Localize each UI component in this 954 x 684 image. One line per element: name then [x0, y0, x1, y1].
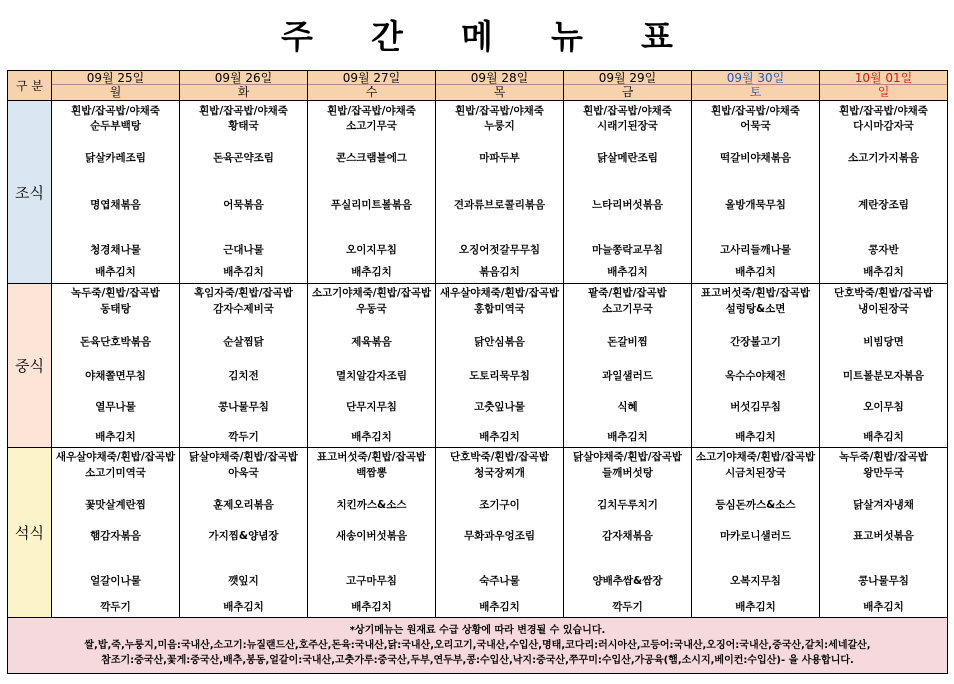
footer-row — [8, 618, 948, 674]
menu-item: 푸실리미트볼볶음 — [330, 199, 413, 211]
menu-cell — [308, 101, 436, 284]
menu-item: 새우살야채죽/흰밥/잡곡밥 — [439, 287, 560, 299]
menu-item: 표고버섯죽/흰밥/잡곡밥 — [316, 451, 427, 463]
menu-item: 떡갈비야채볶음 — [719, 152, 791, 164]
menu-item: 열무나물 — [95, 401, 136, 413]
menu-item: 명엽채볶음 — [90, 199, 141, 211]
menu-item: 우동국 — [356, 303, 387, 315]
day-name: 수 — [365, 85, 378, 99]
menu-item: 닭살메란조림 — [597, 152, 658, 164]
notice-line: 참조기:중국산,꽃게:중국산,배추,봉동,얼갈이:국내산,고춧가루:중국산,두부,연두부,콩:수입산,낙지:중국산,쭈꾸미:수입산,가공육(햄,소시지,베이컨:수입산)- 을 사용합니다. — [101, 655, 854, 666]
menu-item: 콩나물무침 — [218, 401, 269, 413]
menu-item: 버섯김무침 — [730, 401, 781, 413]
menu-item: 가지찜&양념장 — [208, 530, 279, 542]
menu-item: 오징어젓갈무무침 — [458, 244, 541, 256]
menu-item: 흰밥/잡곡밥/야채죽 — [199, 105, 288, 117]
menu-item: 배추김치 — [863, 601, 904, 613]
menu-item: 흰밥/잡곡밥/야채죽 — [455, 105, 544, 117]
menu-item: 배추김치 — [223, 601, 264, 613]
day-name: 금 — [621, 85, 634, 99]
menu-item: 어묵볶음 — [223, 199, 264, 211]
menu-item: 옥수수야채전 — [725, 370, 786, 382]
origin-notice — [8, 618, 948, 674]
title-char: 메 — [461, 16, 493, 56]
menu-item: 소고기무국 — [602, 303, 653, 315]
menu-item: 새우살야채죽/흰밥/잡곡밥 — [55, 451, 176, 463]
menu-item: 돈갈비찜 — [607, 336, 648, 348]
menu-item: 소고기미역국 — [85, 467, 146, 479]
menu-item: 깍두기 — [228, 431, 259, 443]
meal-row — [8, 448, 948, 618]
menu-item: 배추김치 — [479, 601, 520, 613]
menu-cell — [820, 101, 948, 284]
day-date: 09월 28일 — [436, 71, 563, 85]
title-char: 주 — [281, 16, 313, 56]
menu-item: 배추김치 — [607, 431, 648, 443]
menu-cell — [436, 101, 564, 284]
day-name: 월 — [109, 85, 122, 99]
meal-label: 중식 — [8, 284, 52, 448]
menu-item: 배추김치 — [735, 601, 776, 613]
menu-cell — [180, 101, 308, 284]
menu-item: 닭안심볶음 — [474, 336, 525, 348]
menu-item: 소고기가지볶음 — [847, 152, 919, 164]
menu-item: 청국장찌개 — [474, 467, 525, 479]
menu-item: 배추김치 — [863, 266, 904, 278]
menu-item: 근대나물 — [223, 244, 264, 256]
day-name: 일 — [877, 85, 890, 99]
menu-item: 새송이버섯볶음 — [335, 530, 407, 542]
menu-cell — [564, 101, 692, 284]
day-header — [52, 71, 180, 101]
day-header — [180, 71, 308, 101]
menu-cell — [692, 284, 820, 448]
menu-item: 마카로니샐러드 — [719, 530, 791, 542]
menu-item: 배추김치 — [351, 601, 392, 613]
day-name: 토 — [749, 85, 762, 99]
menu-item: 깻잎지 — [228, 575, 259, 587]
menu-item: 미트볼분모자볶음 — [842, 370, 925, 382]
menu-item: 감자수제비국 — [213, 303, 274, 315]
title-char: 뉴 — [551, 16, 583, 56]
menu-item: 양배추쌈&쌈장 — [592, 575, 663, 587]
menu-item: 청경채나물 — [90, 244, 141, 256]
menu-item: 멸치알감자조림 — [335, 370, 407, 382]
day-date: 09월 30일 — [692, 71, 819, 85]
menu-item: 고구마무침 — [346, 575, 397, 587]
menu-item: 소고기야채죽/흰밥/잡곡밥 — [695, 451, 816, 463]
menu-item: 과일샐러드 — [602, 370, 653, 382]
menu-cell — [564, 284, 692, 448]
menu-item: 왕만두국 — [863, 467, 904, 479]
menu-cell — [308, 448, 436, 618]
menu-item: 배추김치 — [351, 266, 392, 278]
menu-item: 백짬뽕 — [356, 467, 387, 479]
notice-line: 쌀,밥,죽,누룽지,미음:국내산,소고기:뉴질랜드산,호주산,돈육:국내산,닭:국내산,오리고기,국내산,수입산,명태,코다리:러시아산,고등어:국내산,오징어:국내산,중국산,갈치:세네갈산, — [84, 640, 871, 651]
day-date: 09월 26일 — [180, 71, 307, 85]
menu-cell — [820, 448, 948, 618]
menu-cell — [436, 448, 564, 618]
menu-item: 냉이된장국 — [858, 303, 909, 315]
menu-item: 숙주나물 — [479, 575, 520, 587]
menu-item: 시래기된장국 — [597, 120, 658, 132]
menu-item: 순살찜닭 — [223, 336, 264, 348]
menu-item: 볶음김치 — [479, 266, 520, 278]
day-name: 목 — [493, 85, 506, 99]
menu-item: 고춧잎나물 — [474, 401, 525, 413]
menu-cell — [52, 284, 180, 448]
menu-cell — [308, 284, 436, 448]
day-header — [436, 71, 564, 101]
menu-item: 소고기야채죽/흰밥/잡곡밥 — [311, 287, 432, 299]
menu-item: 올방개묵무침 — [725, 199, 786, 211]
menu-item: 단호박죽/흰밥/잡곡밥 — [450, 451, 549, 463]
menu-item: 표고버섯죽/흰밥/잡곡밥 — [700, 287, 811, 299]
menu-item: 단호박죽/흰밥/잡곡밥 — [834, 287, 933, 299]
menu-item: 황태국 — [228, 120, 259, 132]
menu-item: 시금치된장국 — [725, 467, 786, 479]
day-date: 10월 01일 — [820, 71, 947, 85]
menu-item: 흰밥/잡곡밥/야채죽 — [71, 105, 160, 117]
meal-label: 조식 — [8, 101, 52, 284]
menu-item: 야채쫄면무침 — [85, 370, 146, 382]
menu-item: 배추김치 — [479, 431, 520, 443]
menu-item: 흑임자죽/흰밥/잡곡밥 — [194, 287, 293, 299]
menu-item: 배추김치 — [95, 431, 136, 443]
menu-item: 어묵국 — [740, 120, 771, 132]
menu-item: 소고기무국 — [346, 120, 397, 132]
menu-item: 흰밥/잡곡밥/야채죽 — [327, 105, 416, 117]
menu-item: 다시마감자국 — [853, 120, 914, 132]
title-char: 간 — [371, 16, 403, 56]
menu-item: 닭살야채죽/흰밥/잡곡밥 — [572, 451, 683, 463]
meal-label: 석식 — [8, 448, 52, 618]
menu-item: 감자채볶음 — [602, 530, 653, 542]
menu-item: 흰밥/잡곡밥/야채죽 — [711, 105, 800, 117]
menu-item: 누룽지 — [484, 120, 515, 132]
menu-item: 녹두죽/흰밥/잡곡밥 — [839, 451, 928, 463]
menu-item: 도토리묵무침 — [469, 370, 530, 382]
day-date: 09월 27일 — [308, 71, 435, 85]
menu-item: 콩자반 — [868, 244, 899, 256]
menu-item: 얼갈이나물 — [90, 575, 141, 587]
menu-item: 돈육곤약조림 — [213, 152, 274, 164]
menu-cell — [564, 448, 692, 618]
day-name: 화 — [237, 85, 250, 99]
menu-cell — [180, 448, 308, 618]
menu-item: 꽃맛살계란찜 — [85, 499, 146, 511]
menu-item: 고사리들깨나물 — [719, 244, 791, 256]
menu-item: 제육볶음 — [351, 336, 392, 348]
menu-item: 깍두기 — [612, 601, 643, 613]
menu-item: 비빔당면 — [863, 336, 904, 348]
menu-item: 배추김치 — [607, 266, 648, 278]
menu-item: 콩나물무침 — [858, 575, 909, 587]
menu-cell — [692, 101, 820, 284]
meal-row — [8, 284, 948, 448]
menu-item: 훈제오리볶음 — [213, 499, 274, 511]
menu-item: 배추김치 — [351, 431, 392, 443]
menu-cell — [436, 284, 564, 448]
menu-item: 순두부백탕 — [90, 120, 141, 132]
menu-item: 느타리버섯볶음 — [591, 199, 663, 211]
menu-item: 팥죽/흰밥/잡곡밥 — [588, 287, 667, 299]
menu-item: 김치전 — [228, 370, 259, 382]
menu-item: 들깨버섯탕 — [602, 467, 653, 479]
menu-item: 흰밥/잡곡밥/야채죽 — [583, 105, 672, 117]
menu-item: 설렁탕&소면 — [725, 303, 786, 315]
menu-item: 배추김치 — [735, 266, 776, 278]
menu-item: 배추김치 — [863, 431, 904, 443]
menu-item: 등심돈까스&소스 — [715, 499, 796, 511]
day-header — [692, 71, 820, 101]
meal-row — [8, 101, 948, 284]
menu-cell — [692, 448, 820, 618]
menu-item: 계란장조림 — [858, 199, 909, 211]
day-date: 09월 29일 — [564, 71, 691, 85]
title-char: 표 — [641, 16, 673, 56]
menu-item: 단무지무침 — [346, 401, 397, 413]
menu-item: 김치두루치기 — [597, 499, 658, 511]
menu-item: 콘스크램블에그 — [335, 152, 407, 164]
menu-item: 배추김치 — [95, 266, 136, 278]
menu-item: 햄감자볶음 — [90, 530, 141, 542]
menu-item: 마파두부 — [479, 152, 520, 164]
menu-item: 닭살겨자냉채 — [853, 499, 914, 511]
menu-item: 오이지무침 — [346, 244, 397, 256]
day-header — [820, 71, 948, 101]
header-row — [8, 71, 948, 101]
menu-item: 깍두기 — [100, 601, 131, 613]
corner-label: 구 분 — [8, 71, 52, 101]
menu-cell — [52, 448, 180, 618]
menu-item: 오복지무침 — [730, 575, 781, 587]
menu-item: 닭살야채죽/흰밥/잡곡밥 — [188, 451, 299, 463]
weekly-menu-table — [7, 70, 948, 674]
menu-item: 배추김치 — [223, 266, 264, 278]
menu-item: 동태탕 — [100, 303, 131, 315]
day-date: 09월 25일 — [52, 71, 179, 85]
menu-cell — [820, 284, 948, 448]
menu-item: 무화과우엉조림 — [463, 530, 535, 542]
menu-item: 녹두죽/흰밥/잡곡밥 — [71, 287, 160, 299]
menu-cell — [180, 284, 308, 448]
menu-item: 식혜 — [617, 401, 638, 413]
menu-item: 닭살카레조림 — [85, 152, 146, 164]
menu-item: 간장불고기 — [730, 336, 781, 348]
menu-item: 흰밥/잡곡밥/야채죽 — [839, 105, 928, 117]
menu-item: 치킨까스&소스 — [336, 499, 407, 511]
menu-item: 아욱국 — [228, 467, 259, 479]
day-header — [564, 71, 692, 101]
menu-item: 오이무침 — [863, 401, 904, 413]
menu-item: 표고버섯볶음 — [853, 530, 914, 542]
menu-item: 마늘쫑락교무침 — [591, 244, 663, 256]
menu-item: 견과류브로콜리볶음 — [453, 199, 546, 211]
page-title — [0, 6, 954, 62]
menu-item: 조기구이 — [479, 499, 520, 511]
notice-line: *상기메뉴는 원재료 수급 상황에 따라 변경될 수 있습니다. — [349, 625, 606, 636]
menu-item: 홍합미역국 — [474, 303, 525, 315]
menu-cell — [52, 101, 180, 284]
day-header — [308, 71, 436, 101]
menu-item: 배추김치 — [735, 431, 776, 443]
menu-item: 돈육단호박볶음 — [79, 336, 151, 348]
